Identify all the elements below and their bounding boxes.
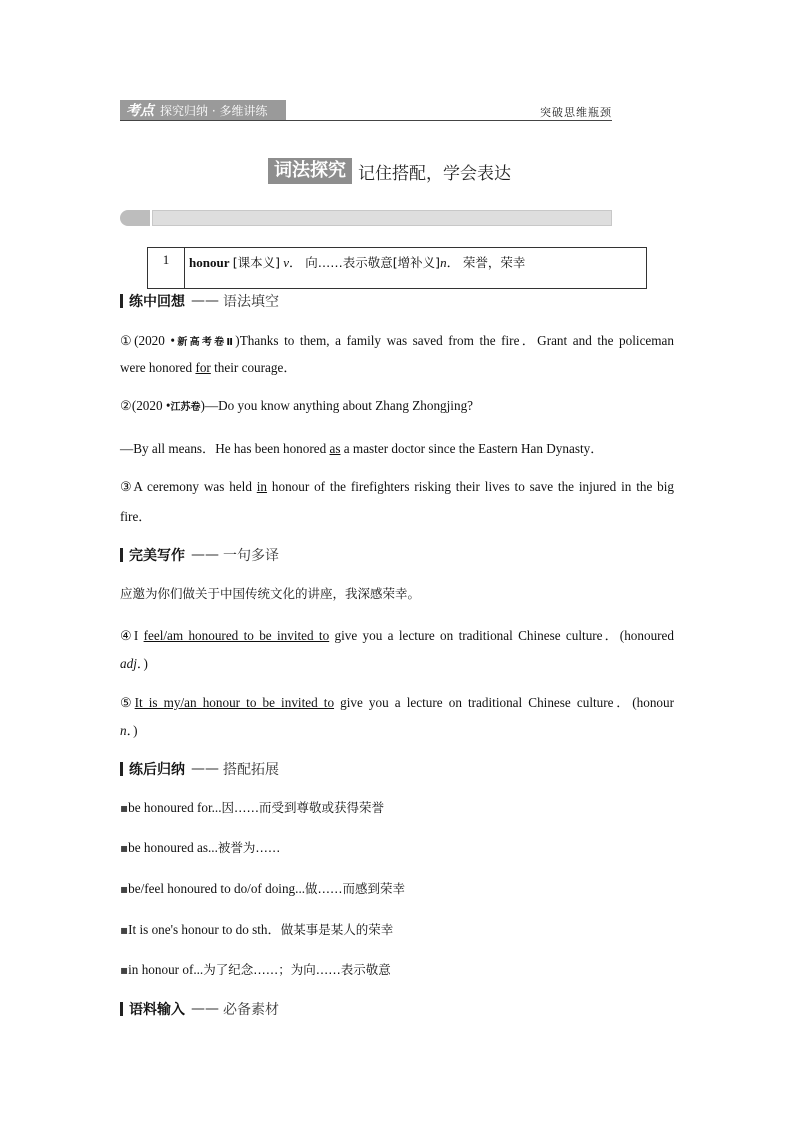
summary-heading <box>120 759 279 779</box>
item4-a: ④I <box>120 628 144 643</box>
summary-item <box>120 919 393 938</box>
summary-item-en: be honoured as... <box>128 840 218 855</box>
practice-item-2-line1 <box>120 398 473 414</box>
item2-answer: as <box>329 441 341 456</box>
item5-pos: n <box>120 723 127 738</box>
decor-bar-right <box>152 210 612 226</box>
writing-item-5-line2 <box>120 720 138 739</box>
word-entry-tag2: [增补义] <box>392 255 441 270</box>
section-title-rest: 记住搭配，学会表达 <box>358 163 511 184</box>
section-title <box>268 158 511 184</box>
header-tag <box>120 100 286 120</box>
practice-heading <box>120 291 279 311</box>
item3-a: ③A ceremony was held <box>120 479 257 494</box>
item5-b: give you a lecture on traditional Chinese culture．(honour <box>334 695 675 710</box>
word-entry-number: 1 <box>148 248 185 288</box>
practice-heading-bold: 练中回想 <box>129 294 185 310</box>
heading-marker <box>120 548 123 562</box>
summary-item-en: It is one's honour to do sth． <box>128 922 281 937</box>
item1-prefix: ①(2020 • <box>120 333 176 348</box>
header-divider <box>120 120 612 121</box>
input-heading-dash: —— <box>191 1001 219 1017</box>
summary-heading-bold: 练后归纳 <box>129 762 185 778</box>
summary-item-cn: 因……而受到尊敬或获得荣誉 <box>221 800 385 815</box>
writing-heading <box>120 545 279 565</box>
item1-source: 新高考卷Ⅱ <box>175 337 236 348</box>
writing-prompt-text: 应邀为你们做关于中国传统文化的讲座，我深感荣幸。 <box>120 586 421 601</box>
item1-text: )Thanks to them, a family was saved from the fire．Grant and the policeman <box>235 333 674 348</box>
input-heading-light: 必备素材 <box>223 1002 279 1018</box>
item5-a: ⑤ <box>120 695 135 710</box>
header-right-text: 突破思维瓶颈 <box>540 106 612 119</box>
writing-item-4-line1 <box>120 625 674 644</box>
bullet-icon: ▪ <box>120 841 129 855</box>
word-entry-table <box>147 247 647 289</box>
heading-marker <box>120 294 123 308</box>
heading-marker <box>120 1002 123 1016</box>
item2-prefix: ②(2020 • <box>120 398 171 413</box>
practice-item-1-line1 <box>120 330 674 349</box>
practice-item-3-line2: fire． <box>120 509 152 524</box>
writing-heading-light: 一句多译 <box>223 548 279 564</box>
summary-item-cn: 为了纪念……；为向……表示敬意 <box>203 962 391 977</box>
word-entry-tag1: [课本义] <box>232 255 280 270</box>
summary-item <box>120 879 405 897</box>
header-tag-sub: 探究归纳 · 多维讲练 <box>160 103 268 118</box>
practice-item-3-line1 <box>120 479 674 495</box>
writing-item-4-line2 <box>120 653 148 672</box>
item5-end: ．) <box>126 723 138 738</box>
word-entry-meaning2: 荣誉，荣幸 <box>462 255 526 270</box>
summary-item <box>120 838 280 856</box>
summary-item-cn: 做某事是某人的荣幸 <box>280 922 394 937</box>
item3-answer: in <box>256 479 268 494</box>
bullet-icon: ▪ <box>120 963 129 977</box>
item4-answer: feel/am honoured to be invited to <box>143 628 330 643</box>
summary-item-en: be honoured for... <box>128 800 222 815</box>
item2-source: 江苏卷 <box>170 402 201 413</box>
writing-heading-bold: 完美写作 <box>129 548 185 564</box>
writing-heading-dash: —— <box>191 547 219 563</box>
item2-reply-a: —By all means．He has been honored <box>120 441 330 456</box>
item1-line2-b: their courage． <box>210 360 297 375</box>
bullet-icon: ▪ <box>120 882 129 896</box>
practice-item-1-line2 <box>120 357 297 376</box>
summary-item <box>120 960 391 978</box>
summary-heading-light: 搭配拓展 <box>223 762 279 778</box>
word-entry-pos2: n <box>440 255 447 270</box>
item2-reply-b: a master doctor since the Eastern Han Dynasty． <box>340 441 604 456</box>
decor-bar-left <box>120 210 150 226</box>
input-heading-bold: 语料输入 <box>129 1002 185 1018</box>
practice-heading-light: 语法填空 <box>223 294 279 310</box>
heading-marker <box>120 762 123 776</box>
summary-item <box>120 798 384 816</box>
header-tag-bold: 考点 <box>126 103 154 119</box>
section-title-box: 词法探究 <box>268 158 352 184</box>
bullet-icon: ▪ <box>120 801 129 815</box>
bullet-icon: ▪ <box>120 923 129 937</box>
item1-answer: for <box>195 360 211 375</box>
word-entry-word: honour <box>189 255 230 270</box>
summary-item-en: in honour of... <box>128 962 204 977</box>
summary-item-cn: 被誉为…… <box>217 840 281 855</box>
input-heading <box>120 999 279 1019</box>
item4-end: ．) <box>136 656 148 671</box>
writing-prompt <box>120 584 420 602</box>
word-entry-pos1: v <box>283 255 290 270</box>
word-entry-definition: honour [课本义] v． 向……表示敬意[增补义]n． 荣誉，荣幸 <box>189 255 526 270</box>
item4-b: give you a lecture on traditional Chinese culture．(honoured <box>329 628 674 643</box>
item2-text: )—Do you know anything about Zhang Zhongjing? <box>200 398 474 413</box>
item1-line2-a: were honored <box>120 360 196 375</box>
summary-heading-dash: —— <box>191 761 219 777</box>
summary-item-en: be/feel honoured to do/of doing... <box>128 881 306 896</box>
practice-item-2-line2 <box>120 438 603 457</box>
practice-heading-dash: —— <box>191 293 219 309</box>
item3-b: honour of the firefighters risking their lives to save the injured in the big <box>267 479 674 494</box>
item5-answer: It is my/an honour to be invited to <box>134 695 335 710</box>
summary-item-cn: 做……而感到荣幸 <box>305 881 406 896</box>
writing-item-5-line1 <box>120 692 674 711</box>
word-entry-meaning1: 向……表示敬意 <box>305 255 393 270</box>
item4-pos: adj <box>120 656 137 671</box>
